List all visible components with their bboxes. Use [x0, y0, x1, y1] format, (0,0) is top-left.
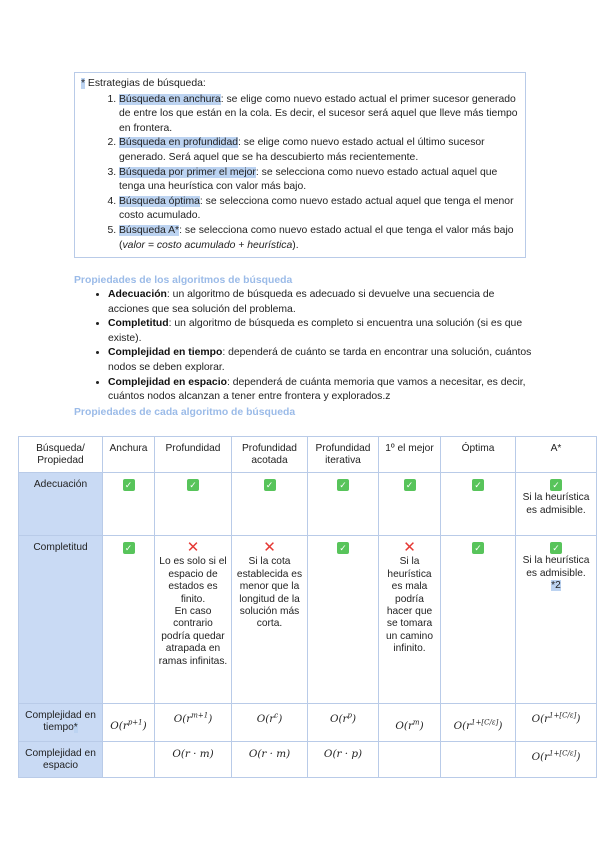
- list-item: • Complejidad en tiempo: dependerá de cuánto se tarda en encontrar una solución, cuántos nodos se deben explorar.: [108, 346, 534, 375]
- column-header: Profundidad acotada: [232, 437, 308, 473]
- column-header: Profundidad: [155, 437, 232, 473]
- space-complexity: $O(r^{1+[C/\varepsilon]})$: [531, 750, 581, 764]
- time-complexity: $O(r^{m+1})$: [173, 712, 213, 726]
- list-item: • Complejidad en espacio: dependerá de cuánta memoria que vamos a necesitar, es decir, cuántos nodos alcanzan a tener entre frontera y explorados.z: [108, 376, 534, 405]
- table-cell: [232, 742, 308, 778]
- space-complexity: O(r · m): [248, 748, 291, 760]
- check-icon: ✓: [404, 479, 416, 491]
- table-cell: [308, 704, 379, 742]
- row-header: Complejidad en espacio: [19, 742, 103, 778]
- table-cell: [103, 742, 155, 778]
- table-cell: [441, 473, 516, 536]
- table-cell: [232, 704, 308, 742]
- strategies-list: [81, 93, 519, 254]
- table-cell: [103, 473, 155, 536]
- table-cell: ✕ Lo es solo si el espacio de estados es finito. En caso contrario podría quedar atrapada en ramas infinitas.: [155, 536, 232, 704]
- list-item: 1. Búsqueda en anchura: se elige como nuevo estado actual el primer sucesor generado de entre los que están en la cola. Es decir, el sucesor será aquel que lleve más tiempo en frontera.: [119, 93, 519, 137]
- check-icon: ✓: [123, 479, 135, 491]
- table-heading: Propiedades de cada algoritmo de búsqueda: [74, 407, 296, 418]
- time-complexity: $O(r^{1+[C/\varepsilon]})$: [453, 718, 503, 732]
- time-complexity: $O(r^{1+[C/\varepsilon]})$: [531, 712, 581, 726]
- list-item: 5. Búsqueda A*: se selecciona como nuevo estado actual el que tenga el valor más bajo (valor = costo acumulado + heurística).: [119, 224, 519, 253]
- table-cell: [516, 704, 597, 742]
- check-icon: ✓: [264, 479, 276, 491]
- table-cell: [379, 704, 441, 742]
- check-icon: ✓: [187, 479, 199, 491]
- table-cell: [441, 704, 516, 742]
- table-cell: [379, 473, 441, 536]
- check-icon: ✓: [550, 542, 562, 554]
- check-icon: ✓: [123, 542, 135, 554]
- table-cell: [308, 742, 379, 778]
- time-complexity: $O(r^p)$: [329, 712, 357, 726]
- table-row: [19, 473, 597, 536]
- table-header-row: [19, 437, 597, 473]
- column-header: Anchura: [103, 437, 155, 473]
- column-header: 1º el mejor: [379, 437, 441, 473]
- list-item: 3. Búsqueda por primer el mejor: se selecciona como nuevo estado actual aquel que tenga una heurística con valor más bajo.: [119, 166, 519, 195]
- list-item: • Adecuación: un algoritmo de búsqueda es adecuado si devuelve una secuencia de acciones que sea solución del problema.: [108, 288, 534, 317]
- table-cell: [232, 473, 308, 536]
- table-cell: [103, 704, 155, 742]
- table-cell: [308, 473, 379, 536]
- properties-list: [74, 288, 534, 405]
- cross-icon: ✕: [186, 539, 200, 556]
- table-cell: ✓ Si la heurística es admisible. *2: [516, 536, 597, 704]
- column-header: A*: [516, 437, 597, 473]
- check-icon: ✓: [472, 479, 484, 491]
- table-cell: [155, 473, 232, 536]
- table-row: [19, 742, 597, 778]
- box-title: * Estrategias de búsqueda:: [81, 78, 206, 89]
- row-header: Adecuación: [19, 473, 103, 536]
- properties-heading: Propiedades de los algoritmos de búsqueda: [74, 275, 293, 286]
- footnote-mark: *2: [551, 580, 561, 592]
- list-item: • Completitud: un algoritmo de búsqueda es completo si encuentra una solución (si es que existe).: [108, 317, 534, 346]
- space-complexity: O(r · p): [323, 748, 363, 760]
- table-row: [19, 704, 597, 742]
- time-complexity: $O(r^{p+1})$: [110, 718, 147, 732]
- list-item: 4. Búsqueda óptima: se selecciona como nuevo estado actual aquel que tenga el menor costo acumulado.: [119, 195, 519, 224]
- check-icon: ✓: [337, 542, 349, 554]
- table-cell: [379, 742, 441, 778]
- row-header: Completitud: [19, 536, 103, 704]
- search-strategies-box: [74, 72, 526, 258]
- row-header: Complejidad en tiempo*: [19, 704, 103, 742]
- space-complexity: O(r · m): [172, 748, 214, 760]
- table-cell: [441, 536, 516, 704]
- algorithms-table: [18, 436, 597, 778]
- table-cell: [516, 742, 597, 778]
- list-item: 2. Búsqueda en profundidad: se elige como nuevo estado actual el último sucesor generado. Será aquel que se ha descubierto más recientemente.: [119, 136, 519, 165]
- table-cell: ✕ Si la cota establecida es menor que la longitud de la solución más corta.: [232, 536, 308, 704]
- time-complexity: $O(r^c)$: [256, 712, 283, 726]
- corner-cell: Búsqueda/ Propiedad: [19, 437, 103, 473]
- cross-icon: ✕: [263, 539, 276, 556]
- table-row: [19, 536, 597, 704]
- check-icon: ✓: [472, 542, 484, 554]
- table-cell: [441, 742, 516, 778]
- table-cell: ✓ Si la heurística es admisible.: [516, 473, 597, 536]
- column-header: Profundidad iterativa: [308, 437, 379, 473]
- table-cell: ✕ Si la heurística es mala podría hacer que se tomara un camino infinito.: [379, 536, 441, 704]
- table-cell: [155, 742, 232, 778]
- column-header: Óptima: [441, 437, 516, 473]
- check-icon: ✓: [550, 479, 562, 491]
- table-cell: [103, 536, 155, 704]
- table-cell: [155, 704, 232, 742]
- time-complexity: $O(r^m)$: [395, 718, 424, 732]
- cross-icon: ✕: [403, 539, 416, 556]
- table-cell: [308, 536, 379, 704]
- check-icon: ✓: [337, 479, 349, 491]
